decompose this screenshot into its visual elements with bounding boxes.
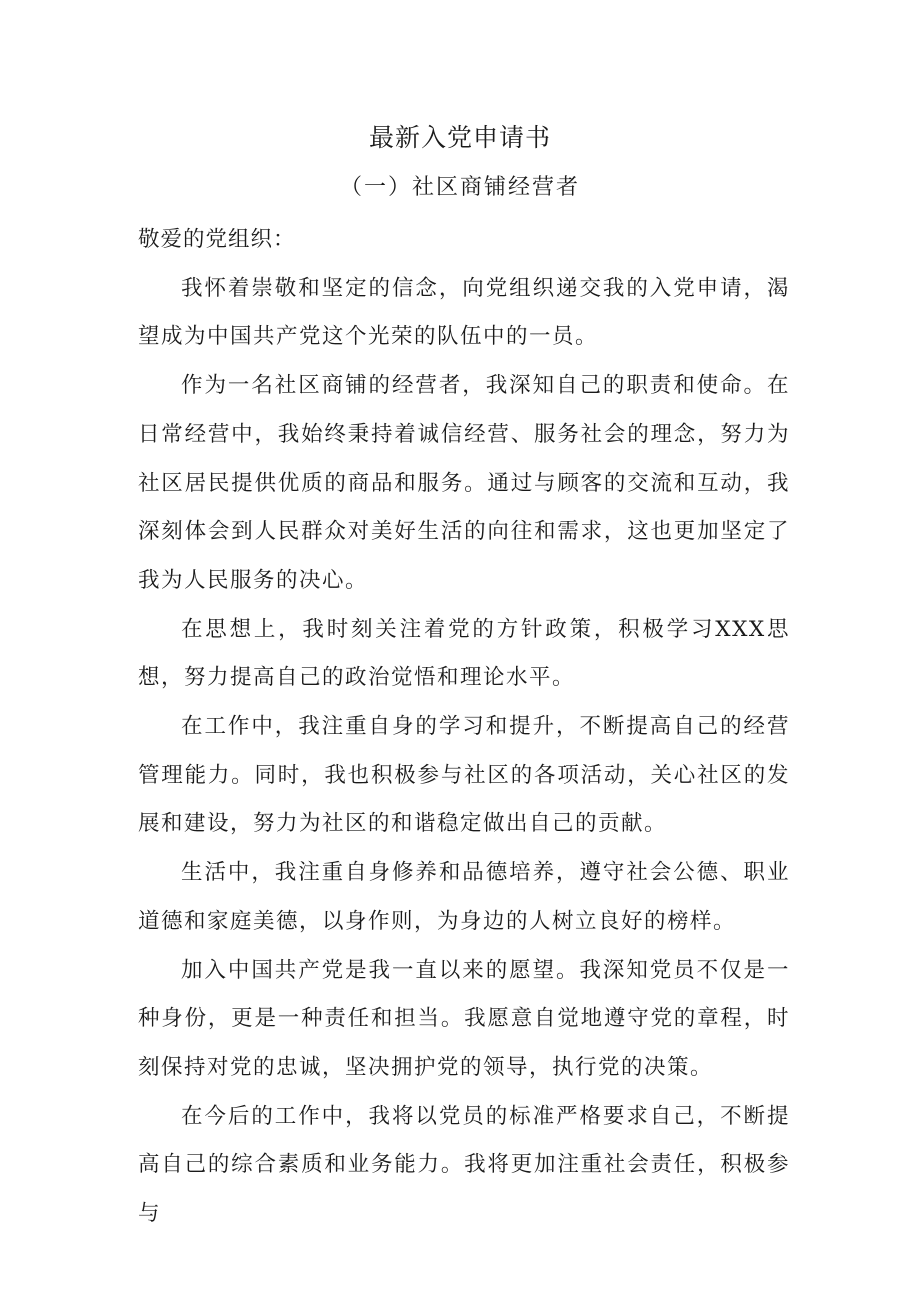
paragraph: 在今后的工作中，我将以党员的标准严格要求自己，不断提高自己的综合素质和业务能力。我将更加注重社会责任，积极参与 [138, 1103, 790, 1227]
paragraph: 作为一名社区商铺的经营者，我深知自己的职责和使命。在日常经营中，我始终秉持着诚信经营、服务社会的理念，努力为社区居民提供优质的商品和服务。通过与顾客的交流和互动，我深刻体会到人民群众对美好生活的向往和需求，这也更加坚定了我为人民服务的决心。 [138, 373, 790, 593]
salutation: 敬爱的党组织： [138, 227, 296, 252]
paragraph: 在思想上，我时刻关注着党的方针政策，积极学习XXX思想，努力提高自己的政治觉悟和理论水平。 [138, 616, 790, 691]
paragraph: 生活中，我注重自身修养和品德培养，遵守社会公德、职业道德和家庭美德，以身作则，为身边的人树立良好的榜样。 [138, 860, 790, 934]
paragraph: 我怀着崇敬和坚定的信念，向党组织递交我的入党申请，渴望成为中国共产党这个光荣的队伍中的一员。 [138, 275, 790, 350]
document-title: 最新入党申请书 [368, 123, 551, 152]
document-subtitle: （一）社区商铺经营者 [339, 175, 580, 200]
paragraph: 在工作中，我注重自身的学习和提升，不断提高自己的经营管理能力。同时，我也积极参与社区的各项活动，关心社区的发展和建设，努力为社区的和谐稳定做出自己的贡献。 [138, 714, 790, 837]
paragraph: 加入中国共产党是我一直以来的愿望。我深知党员不仅是一种身份，更是一种责任和担当。我愿意自觉地遵守党的章程，时刻保持对党的忠诚，坚决拥护党的领导，执行党的决策。 [138, 957, 790, 1080]
document-body [138, 216, 790, 1239]
